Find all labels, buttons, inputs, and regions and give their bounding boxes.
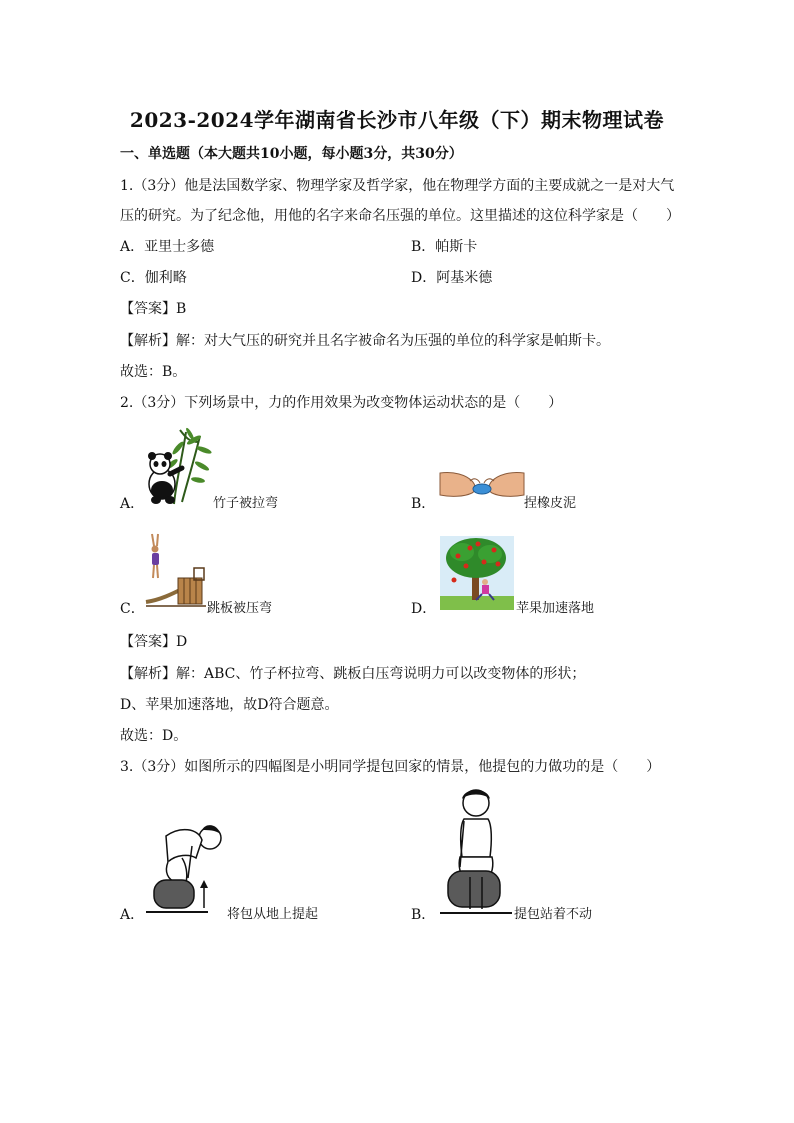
q2-analysis-line1: 【解析】解：ABC、竹子杯拉弯、跳板白压弯说明力可以改变物体的形状； <box>120 666 586 682</box>
lifting-bag-illustration <box>146 818 212 918</box>
apple-tree-illustration <box>440 536 514 610</box>
q2-option-b-letter: B． <box>411 496 436 512</box>
q2-option-d-caption: 苹果加速落地 <box>516 601 595 616</box>
q2-answer: 【答案】D <box>120 634 188 650</box>
standing-bag-illustration <box>440 785 512 917</box>
q2-stem: 2.（3分）下列场景中，力的作用效果为改变物体运动状态的是（ ） <box>120 395 563 411</box>
q2-option-b-caption: 捏橡皮泥 <box>524 496 577 511</box>
q1-option-d: D．阿基米德 <box>411 270 493 286</box>
q2-option-d-letter: D． <box>411 601 437 617</box>
q1-option-c: C．伽利略 <box>120 270 187 286</box>
page-title: 2023-2024学年湖南省长沙市八年级（下）期末物理试卷 <box>129 108 665 132</box>
q1-analysis: 【解析】解：对大气压的研究并且名字被命名为压强的单位的科学家是帕斯卡。 <box>120 333 610 349</box>
q1-option-b: B．帕斯卡 <box>411 239 478 255</box>
q3-option-a-letter: A． <box>120 907 145 923</box>
q3-option-a-caption: 将包从地上提起 <box>227 907 319 922</box>
hands-clay-illustration <box>440 467 524 501</box>
q1-conclusion: 故选：B。 <box>120 364 187 380</box>
q3-option-b-caption: 提包站着不动 <box>514 907 593 922</box>
q2-analysis-line2: D、苹果加速落地，故D符合题意。 <box>120 697 339 713</box>
q1-stem-line1: 1.（3分）他是法国数学家、物理学家及哲学家，他在物理学方面的主要成就之一是对大气 <box>120 178 675 194</box>
q2-option-a-caption: 竹子被拉弯 <box>213 496 279 511</box>
q1-option-a: A．亚里士多德 <box>120 239 215 255</box>
panda-bamboo-illustration <box>142 428 214 506</box>
q1-answer: 【答案】B <box>120 301 187 317</box>
section-heading: 一、单选题（本大题共10小题，每小题3分，共30分） <box>120 146 463 162</box>
diver-springboard-illustration <box>144 532 208 608</box>
q3-option-b-letter: B． <box>411 907 436 923</box>
q2-option-c-caption: 跳板被压弯 <box>207 601 273 616</box>
q2-option-a-letter: A． <box>120 496 145 512</box>
q2-conclusion: 故选：D。 <box>120 728 188 744</box>
q1-stem-line2: 压的研究。为了纪念他，用他的名字来命名压强的单位。这里描述的这位科学家是（ ） <box>120 208 680 224</box>
q2-option-c-letter: C． <box>120 601 145 617</box>
q3-stem: 3.（3分）如图所示的四幅图是小明同学提包回家的情景，他提包的力做功的是（ ） <box>120 759 661 775</box>
